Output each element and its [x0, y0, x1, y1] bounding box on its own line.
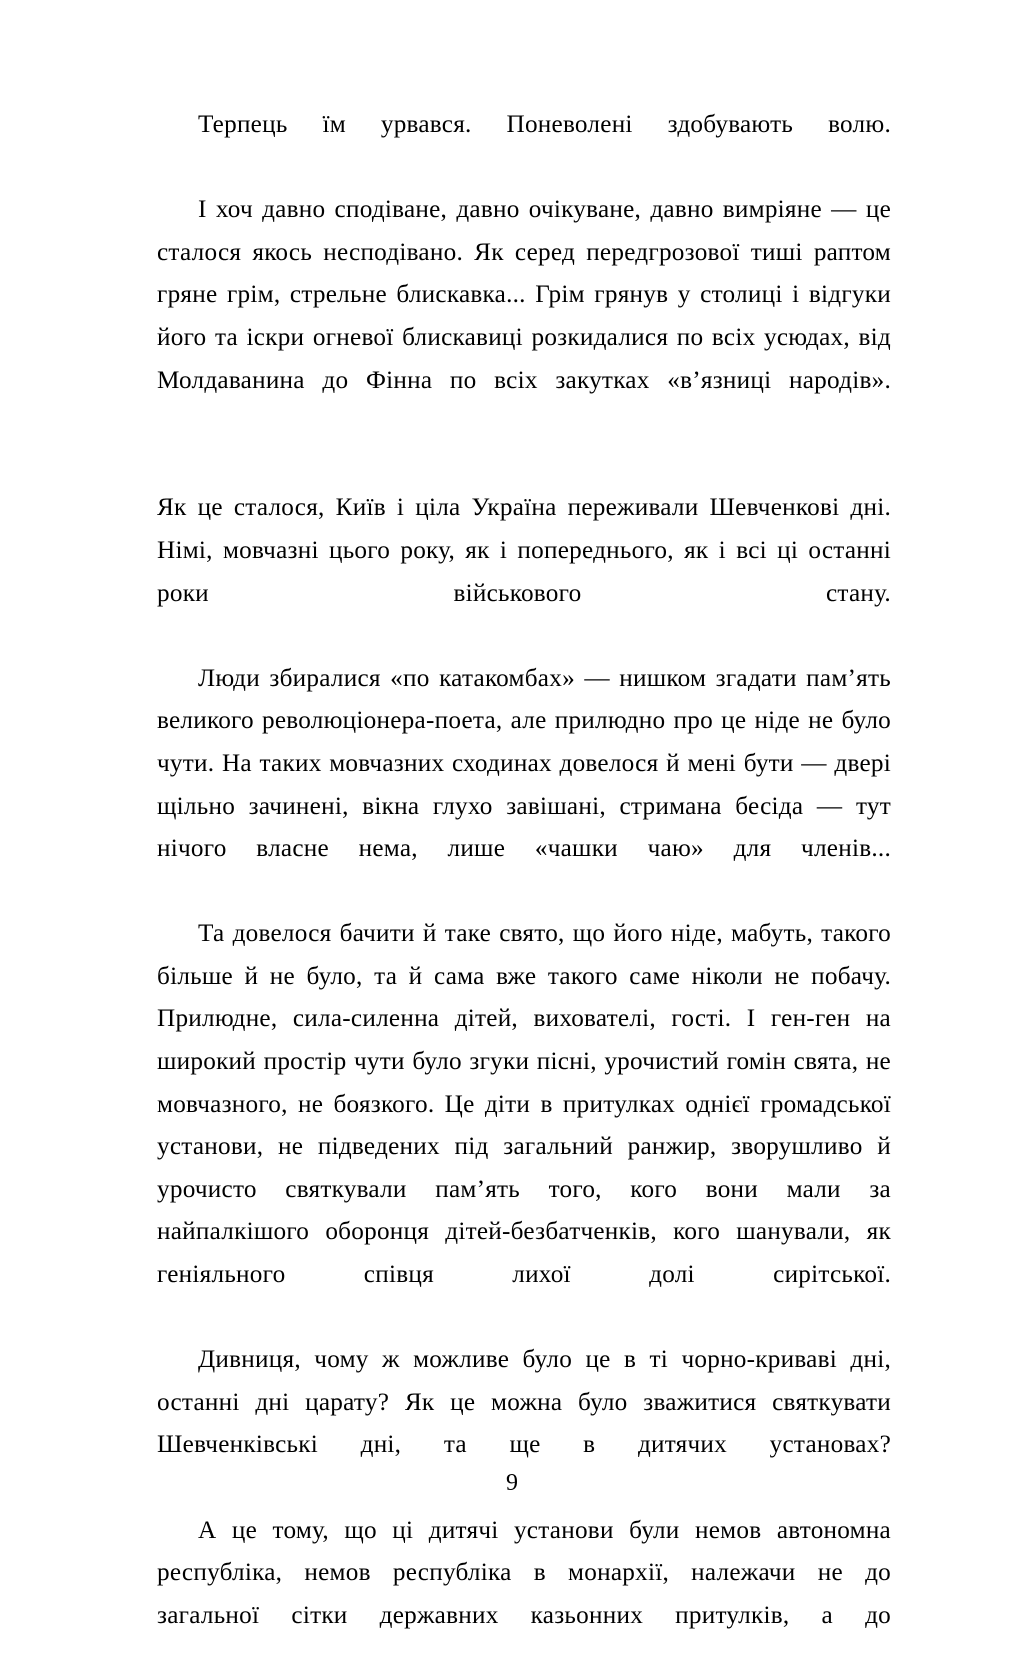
page-number: 9: [506, 1470, 518, 1496]
body-text: [157, 104, 891, 1680]
paragraph: Дивниця, чому ж можливе було це в ті чорно-криваві дні, останні дні царату? Як це можна було зважитися святкувати Шевченківські дні, та ще в дитячих установах?: [157, 1346, 891, 1459]
paragraph: І хоч давно сподіване, давно очікуване, давно вимріяне — це сталося якось несподівано. Як серед передгрозової тиші раптом гряне грім, стрельне блискавка... Грім грянув у столиці і відгуки його та іскри огневої блискавиці розкидалися по всіх усюдах, від Молдаванина до Фінна по всіх закутках «в’язниці народів».: [157, 196, 891, 394]
paragraph: А це тому, що ці дитячі установи були немов автономна республіка, немов республіка в монархії, належачи не до загальної сітки державних казьонних притулків, а до: [157, 1516, 891, 1629]
block-separator: [157, 445, 891, 488]
paragraph: Люди збиралися «по катакомбах» — нишком згадати пам’ять великого революціонера-поета, але прилюдно про це ніде не було чути. На таких мовчазних сходинах довелося й мені бути — двері щільно зачинені, вікна глухо завішані, стримана бесіда — тут нічого власне нема, лише «чашки чаю» для членів...: [157, 664, 891, 863]
paragraph: Як це сталося, Київ і ціла Україна переживали Шевченкові дні. Німі, мовчазні цього року, як і попереднього, як і всі ці останні роки військового стану.: [157, 494, 891, 607]
paragraph: Терпець їм урвався. Поневолені здобувають волю.: [198, 111, 891, 138]
paragraph: Та довелося бачити й таке свято, що його ніде, мабуть, такого більше й не було, та й сама вже такого саме ніколи не побачу. Прилюдне, сила-силенна дітей, вихователі, гості. І ген-ген на широкий простір чути було згуки пісні, урочистий гомін свята, не мовчазного, не боязкого. Це діти в притулках однієї громадської установи, не підведених під загальний ранжир, зворушливо й урочисто святкували пам’ять того, кого вони мали за найпалкішого оборонця дітей-безбатченків, кого шанували, як геніяльного співця лихої долі сирітської.: [157, 920, 891, 1289]
